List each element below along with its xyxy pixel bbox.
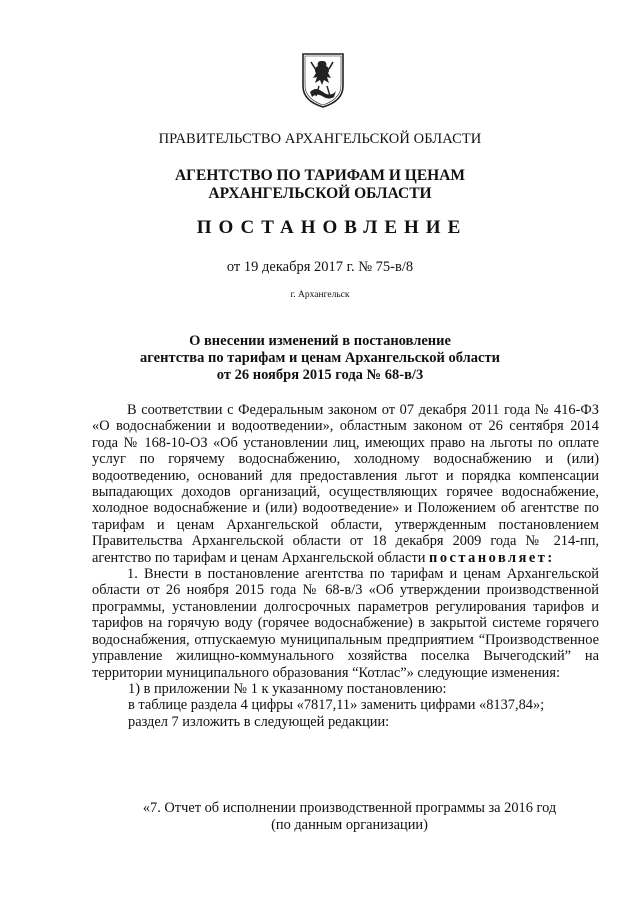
item-1-paragraph: 1. Внести в постановление агентства по тарифам и ценам Архангельской области от 26 ноября 2015 года № 68-в/3 «Об утверждении производственной программы, установлении долгосрочных параметров регулирования тарифов и тарифов на горячую воду (горячее водоснабжение) в закрытой системе горячего водоснабжения, отпускаемую муниципальным предприятием “Производственное управление жилищно-коммунального хозяйства поселка Вычегодский” на территории муниципального образования “Котлас”» следующие изменения:	[92, 566, 599, 681]
decree-body	[92, 402, 599, 730]
sub-item-1-section-change: раздел 7 изложить в следующей редакции:	[128, 713, 390, 730]
sub-item-1-table-change: в таблице раздела 4 цифры «7817,11» заменить цифрами «8137,84»;	[128, 697, 545, 714]
coat-of-arms-icon	[301, 52, 345, 108]
decree-subject	[0, 333, 640, 384]
subject-line-1: О внесении изменений в постановление	[189, 333, 451, 349]
subject-line-2: агентства по тарифам и ценам Архангельской области	[140, 350, 500, 366]
section-7-heading	[92, 800, 607, 834]
subject-line-3: от 26 ноября 2015 года № 68-в/3	[216, 367, 424, 383]
city-name: г. Архангельск	[290, 290, 350, 300]
agency-name-line-2: АРХАНГЕЛЬСКОЙ ОБЛАСТИ	[208, 185, 432, 202]
document-type-title: ПОСТАНОВЛЕНИЕ	[196, 217, 468, 238]
agency-name-line-1: АГЕНТСТВО ПО ТАРИФАМ И ЦЕНАМ	[174, 167, 466, 184]
sub-item-1: 1) в приложении № 1 к указанному постановлению:	[128, 680, 447, 697]
section-7-title-line-2: (по данным организации)	[271, 817, 428, 833]
preamble-text: В соответствии с Федеральным законом от 07 декабря 2011 года № 416-ФЗ «О водоснабжении и водоотведении», областным законом от 26 сентября 2014 года № 168-10-ОЗ «Об установлении лиц, имеющих право на льготы по оплате услуг по горячему водоснабжению, холодному водоснабжению и (или) водоотведению, оснований для предоставления льгот и порядка компенсации выпадающих доходов организаций, осуществляющих горячее водоснабжение, холодное водоснабжение и (или) водоотведение» и Положением об агентстве по тарифам и ценам Архангельской области, утвержденным постановлением Правительства Архангельской области от 18 декабря 2009 года № 214-пп, агентство по тарифам и ценам Архангельской области	[92, 402, 599, 566]
preamble-paragraph	[92, 402, 599, 566]
government-name: ПРАВИТЕЛЬСТВО АРХАНГЕЛЬСКОЙ ОБЛАСТИ	[158, 131, 482, 147]
section-7-title-line-1: «7. Отчет об исполнении производственной программы за 2016 год	[142, 800, 557, 816]
date-and-number: от 19 декабря 2017 г. № 75-в/8	[226, 259, 414, 275]
agency-name	[0, 167, 640, 203]
resolves-word: постановляет:	[429, 549, 555, 566]
